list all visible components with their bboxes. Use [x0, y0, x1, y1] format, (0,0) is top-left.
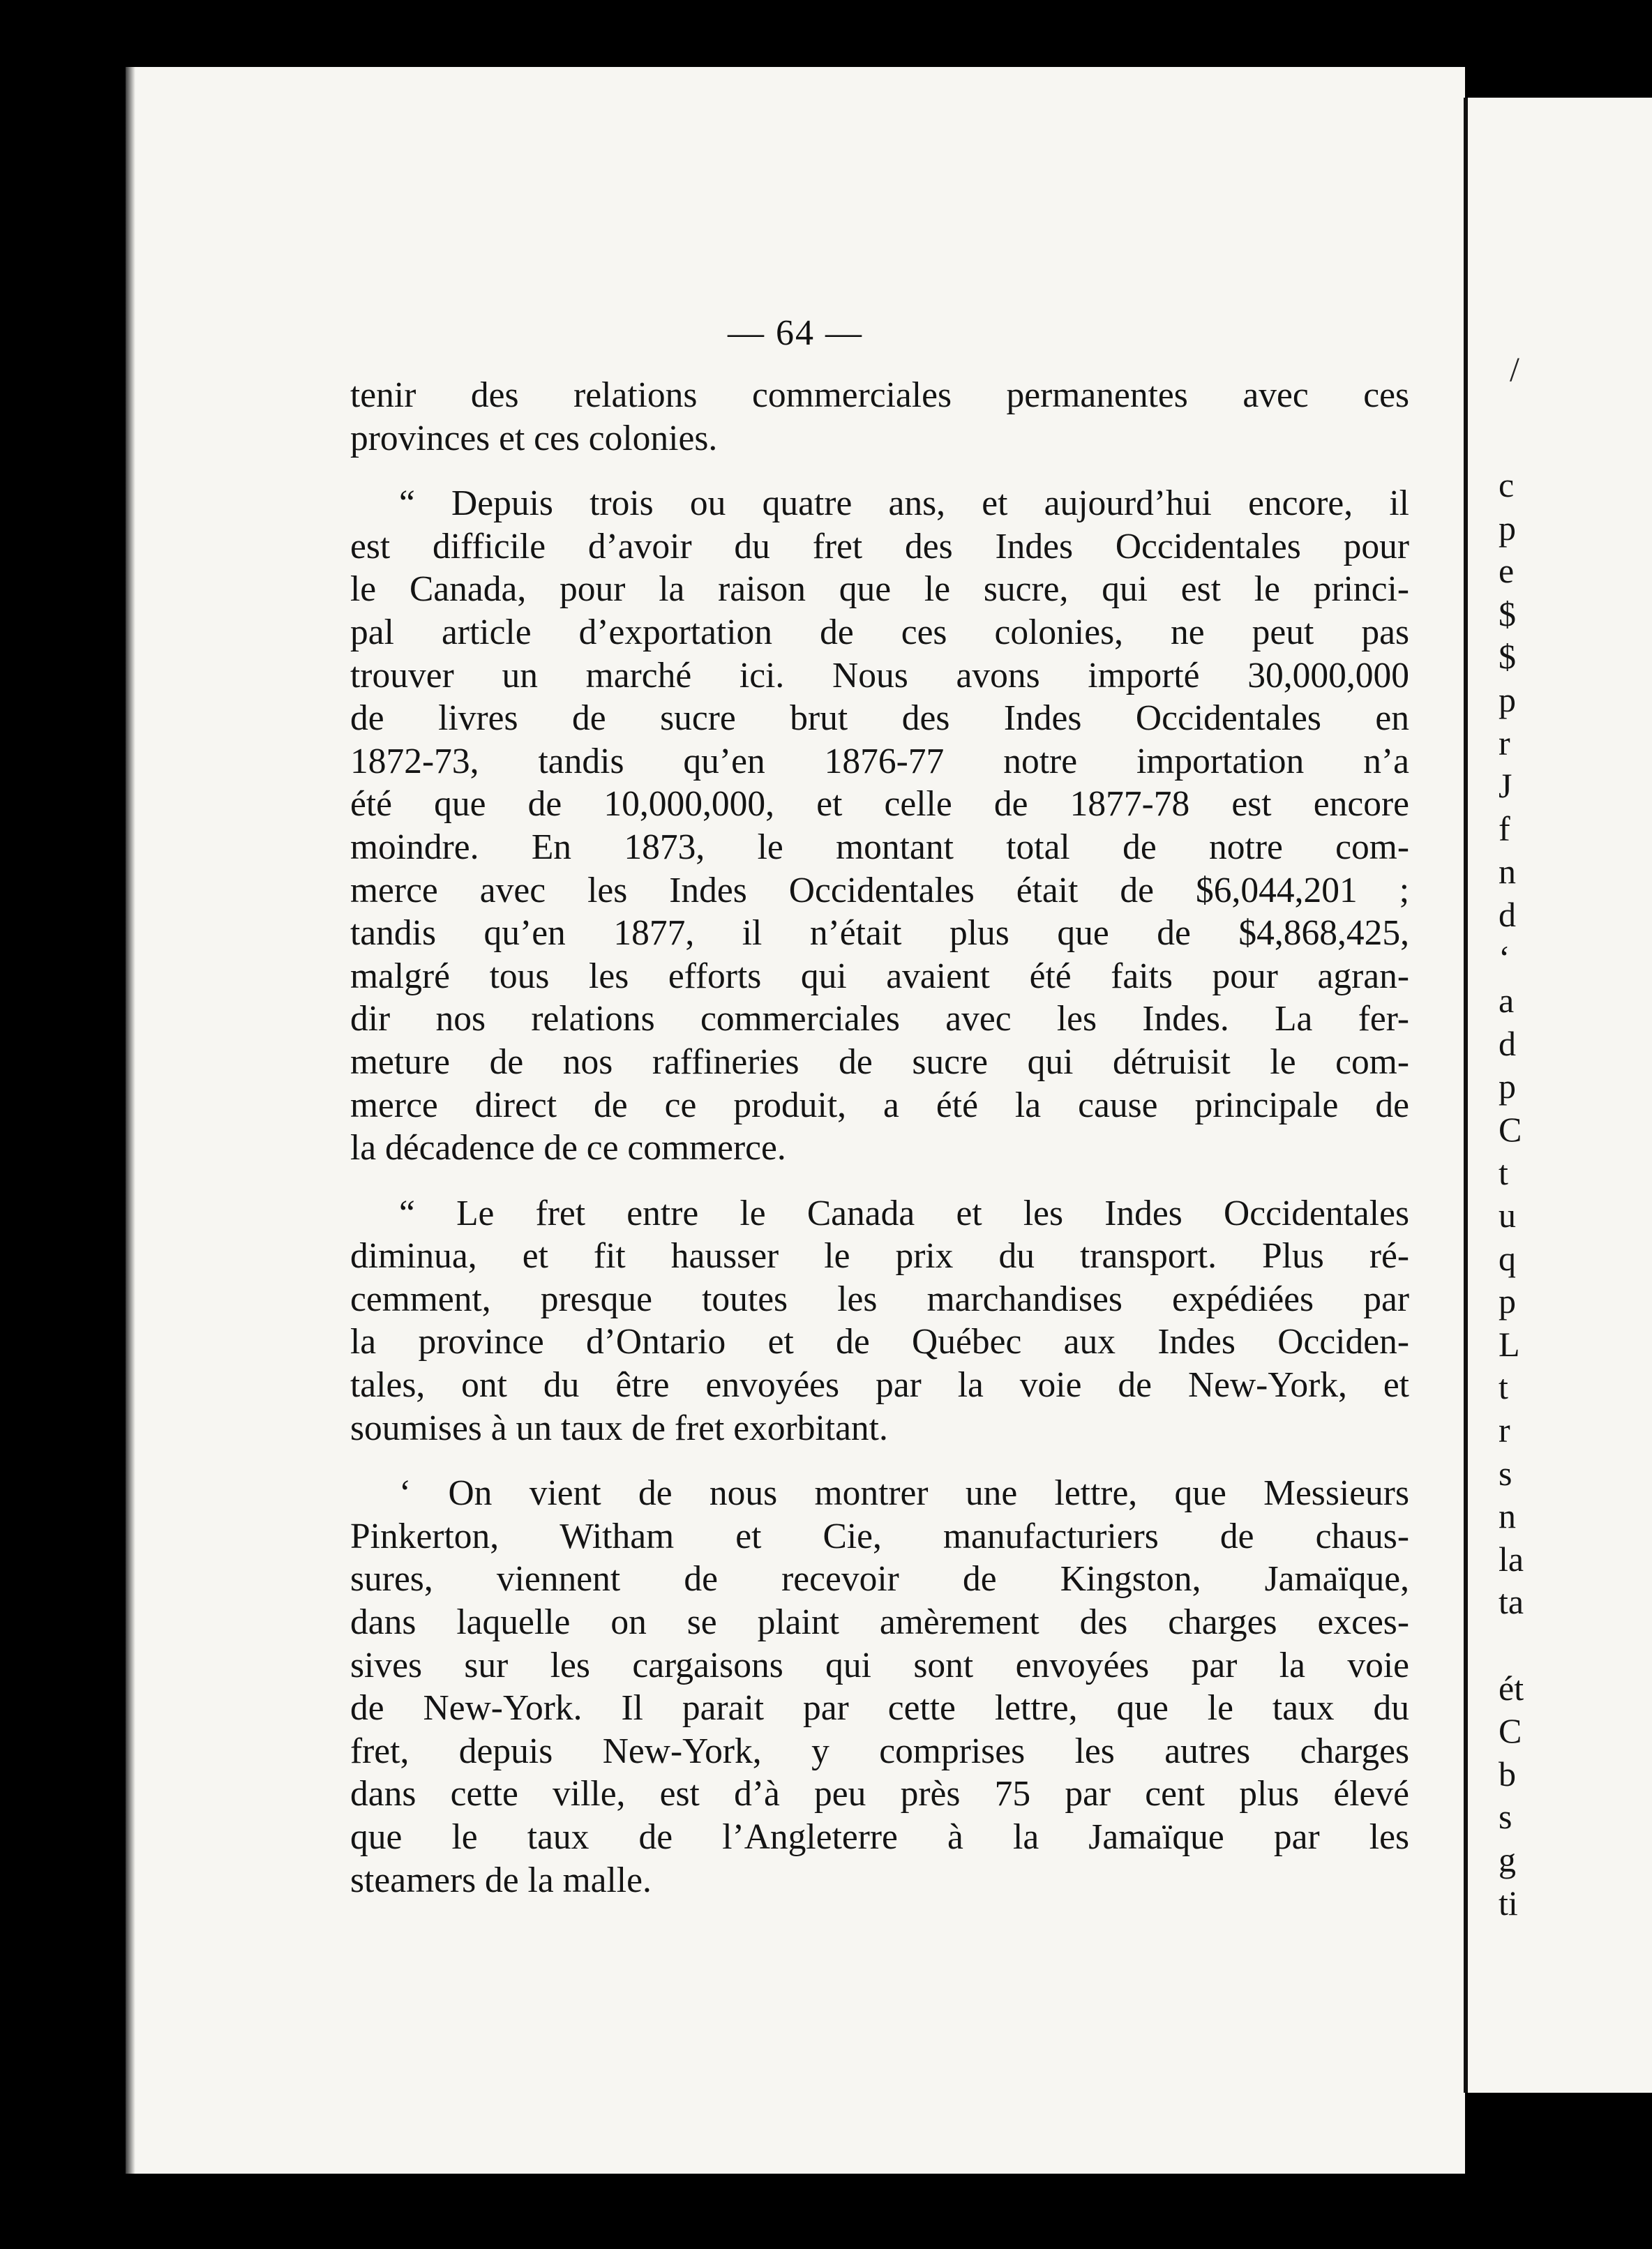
right-page-letter: s — [1499, 1453, 1512, 1493]
right-page-letter: r — [1499, 723, 1510, 762]
text-line: meture de nos raffineries de sucre qui détruisit le com- — [350, 1041, 1409, 1082]
text-line: merce direct de ce produit, a été la cause principale de — [350, 1085, 1409, 1125]
right-page-letter — [1499, 1624, 1524, 1667]
right-page-letter: p — [1499, 1281, 1516, 1321]
right-page-letter: c — [1499, 465, 1515, 504]
text-line: ‘ On vient de nous montrer une lettre, que Messieurs — [399, 1473, 1409, 1514]
right-page-letter: r — [1499, 1411, 1510, 1450]
paragraph-3 — [350, 1192, 1409, 1450]
text-line: est difficile d’avoir du fret des Indes Occidentales pour — [350, 526, 1409, 566]
right-page-letter: p — [1499, 1067, 1516, 1106]
right-page-letter: f — [1499, 808, 1510, 848]
text-line: Pinkerton, Witham et Cie, manufacturiers de chaus- — [350, 1516, 1409, 1556]
text-line: 1872-73, tandis qu’en 1876-77 notre importation n’a — [350, 741, 1409, 781]
right-page-letter: d — [1499, 894, 1516, 934]
body-text — [350, 374, 1409, 1924]
text-line: de livres de sucre brut des Indes Occidentales en — [350, 698, 1409, 739]
right-page-letter: p — [1499, 679, 1516, 719]
right-page-letter: L — [1499, 1324, 1520, 1364]
right-page-letters — [1499, 464, 1524, 1925]
text-line: pal article d’exportation de ces colonies, ne peut pas — [350, 612, 1409, 652]
right-page-letter: a — [1499, 981, 1515, 1021]
text-line: tenir des relations commerciales permanentes avec ces — [350, 375, 1409, 415]
margin-mark: / — [1510, 349, 1519, 389]
right-page-fragment — [1464, 98, 1652, 2093]
right-page-letter: ‘ — [1499, 938, 1510, 977]
right-page-letter: b — [1499, 1754, 1516, 1793]
right-page-letter: $ — [1499, 594, 1516, 633]
text-line: merce avec les Indes Occidentales était de $6,044,201 ; — [350, 870, 1409, 910]
right-page-letter: e — [1499, 551, 1515, 591]
text-line: tales, ont du être envoyées par la voie de New-York, et — [350, 1365, 1409, 1406]
text-line: moindre. En 1873, le montant total de notre com- — [350, 827, 1409, 867]
text-line: la province d’Ontario et de Québec aux Indes Occiden- — [350, 1322, 1409, 1362]
text-line: été que de 10,000,000, et celle de 1877-78 est encore — [350, 784, 1409, 825]
right-page-letter: la — [1499, 1539, 1524, 1579]
text-line: de New-York. Il parait par cette lettre, que le taux du — [350, 1688, 1409, 1729]
text-line: cemment, presque toutes les marchandises expédiées par — [350, 1279, 1409, 1319]
text-line: fret, depuis New-York, y comprises les autres charges — [350, 1731, 1409, 1771]
text-line: diminua, et fit hausser le prix du transport. Plus ré- — [350, 1236, 1409, 1277]
text-line: trouver un marché ici. Nous avons importé 30,000,000 — [350, 655, 1409, 695]
text-line: tandis qu’en 1877, il n’était plus que de $4,868,425, — [350, 913, 1409, 954]
paragraph-4 — [350, 1472, 1409, 1902]
right-page-letter: J — [1499, 766, 1512, 806]
right-page-letter: ta — [1499, 1582, 1524, 1622]
right-page-letter: g — [1499, 1840, 1516, 1879]
text-line: “ Le fret entre le Canada et les Indes Occidentales — [399, 1193, 1409, 1233]
text-line: malgré tous les efforts qui avaient été faits pour agran- — [350, 956, 1409, 996]
right-page-letter: ti — [1499, 1883, 1518, 1923]
right-page-letter: ét — [1499, 1668, 1524, 1708]
right-page-letter: u — [1499, 1196, 1516, 1235]
text-line: steamers de la malle. — [350, 1860, 652, 1900]
right-page-letter: q — [1499, 1238, 1516, 1278]
text-line: provinces et ces colonies. — [350, 418, 718, 458]
text-line: dans laquelle on se plaint amèrement des charges exces- — [350, 1602, 1409, 1643]
right-page-letter: $ — [1499, 637, 1516, 677]
text-line: le Canada, pour la raison que le sucre, qui est le princi- — [350, 569, 1409, 610]
text-line: dans cette ville, est d’à peu près 75 par cent plus élevé — [350, 1774, 1409, 1814]
text-line: sives sur les cargaisons qui sont envoyées par la voie — [350, 1645, 1409, 1685]
page-number: — 64 — — [728, 313, 863, 353]
paragraph-1 — [350, 374, 1409, 460]
right-page-letter: t — [1499, 1367, 1508, 1407]
text-line: “ Depuis trois ou quatre ans, et aujourd’hui encore, il — [399, 483, 1409, 524]
left-page — [126, 67, 1465, 2174]
right-page-letter: n — [1499, 852, 1516, 892]
text-line: que le taux de l’Angleterre à la Jamaïque par les — [350, 1817, 1409, 1857]
right-page-letter: d — [1499, 1023, 1516, 1063]
text-line: soumises à un taux de fret exorbitant. — [350, 1408, 888, 1448]
text-line: dir nos relations commerciales avec les Indes. La fer- — [350, 999, 1409, 1039]
paragraph-2 — [350, 482, 1409, 1170]
right-page-letter: t — [1499, 1152, 1508, 1192]
right-page-letter: C — [1499, 1711, 1522, 1751]
right-page-letter: s — [1499, 1797, 1512, 1837]
text-line: sures, viennent de recevoir de Kingston, Jamaïque, — [350, 1559, 1409, 1600]
text-line: la décadence de ce commerce. — [350, 1128, 786, 1168]
right-page-letter: n — [1499, 1496, 1516, 1536]
right-page-letter: C — [1499, 1109, 1522, 1149]
right-page-letter: p — [1499, 508, 1516, 548]
